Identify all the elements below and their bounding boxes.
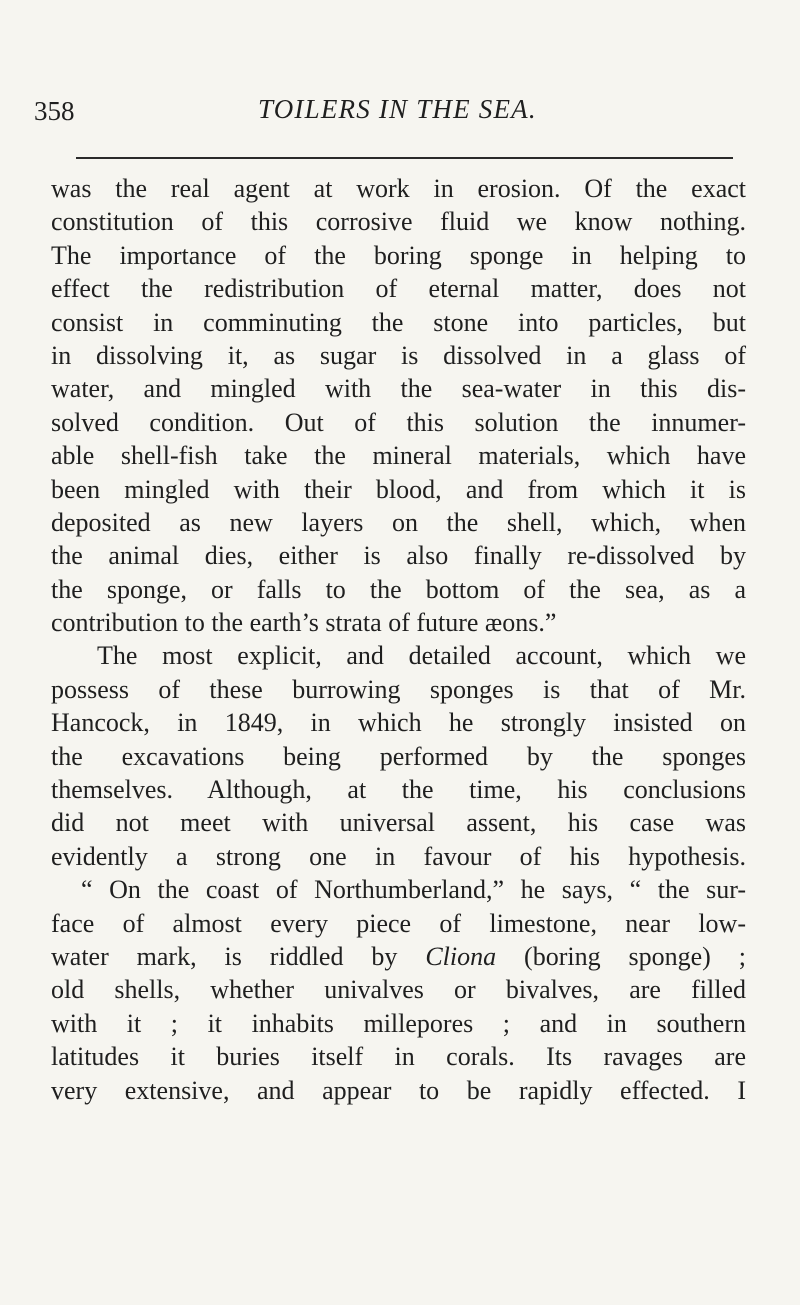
text-line: with it ; it inhabits millepores ; and in southern bbox=[51, 1008, 746, 1038]
text-line: solved condition. Out of this solution the innumer- bbox=[51, 407, 746, 437]
running-head: TOILERS IN THE SEA. bbox=[258, 94, 537, 124]
text-line: “ On the coast of Northumberland,” he says, “ the sur- bbox=[81, 875, 746, 905]
text-line: contribution to the earth’s strata of future æons.” bbox=[51, 608, 557, 638]
text-line: the excavations being performed by the sponges bbox=[51, 741, 746, 771]
line-segment: (boring sponge) ; bbox=[524, 941, 746, 971]
text-line: did not meet with universal assent, his case was bbox=[51, 808, 746, 838]
text-line: in dissolving it, as sugar is dissolved in a glass of bbox=[51, 340, 746, 370]
text-line: deposited as new layers on the shell, which, when bbox=[51, 507, 746, 537]
text-line bbox=[51, 940, 746, 973]
text-line: the animal dies, either is also finally re-dissolved by bbox=[51, 541, 746, 571]
text-line: was the real agent at work in erosion. Of the exact bbox=[51, 174, 746, 203]
text-line: The importance of the boring sponge in helping to bbox=[51, 240, 746, 270]
text-line: latitudes it buries itself in corals. Its ravages are bbox=[51, 1042, 746, 1072]
text-line: able shell-fish take the mineral materials, which have bbox=[51, 441, 746, 471]
text-line: consist in comminuting the stone into particles, but bbox=[51, 307, 746, 337]
page-number: 358 bbox=[34, 96, 75, 126]
text-line: constitution of this corrosive fluid we know nothing. bbox=[51, 207, 746, 237]
line-segment: water mark, is riddled by bbox=[51, 941, 398, 971]
body-text bbox=[51, 172, 746, 1107]
text-line: evidently a strong one in favour of his hypothesis. bbox=[51, 841, 746, 871]
text-line: effect the redistribution of eternal matter, does not bbox=[51, 274, 746, 304]
text-line: water, and mingled with the sea-water in this dis- bbox=[51, 374, 746, 404]
text-line: Hancock, in 1849, in which he strongly insisted on bbox=[51, 708, 746, 738]
text-line: the sponge, or falls to the bottom of the sea, as a bbox=[51, 574, 746, 604]
text-line: old shells, whether univalves or bivalves, are filled bbox=[51, 975, 746, 1005]
text-line: possess of these burrowing sponges is that of Mr. bbox=[51, 674, 746, 704]
text-line: very extensive, and appear to be rapidly effected. I bbox=[51, 1075, 746, 1105]
text-line: been mingled with their blood, and from which it is bbox=[51, 474, 746, 504]
text-line: themselves. Although, at the time, his conclusions bbox=[51, 775, 746, 805]
text-line: The most explicit, and detailed account, which we bbox=[97, 641, 746, 671]
text-line: face of almost every piece of limestone, near low- bbox=[51, 908, 746, 938]
header-rule bbox=[76, 157, 733, 159]
italic-genus-name: Cliona bbox=[425, 941, 497, 971]
